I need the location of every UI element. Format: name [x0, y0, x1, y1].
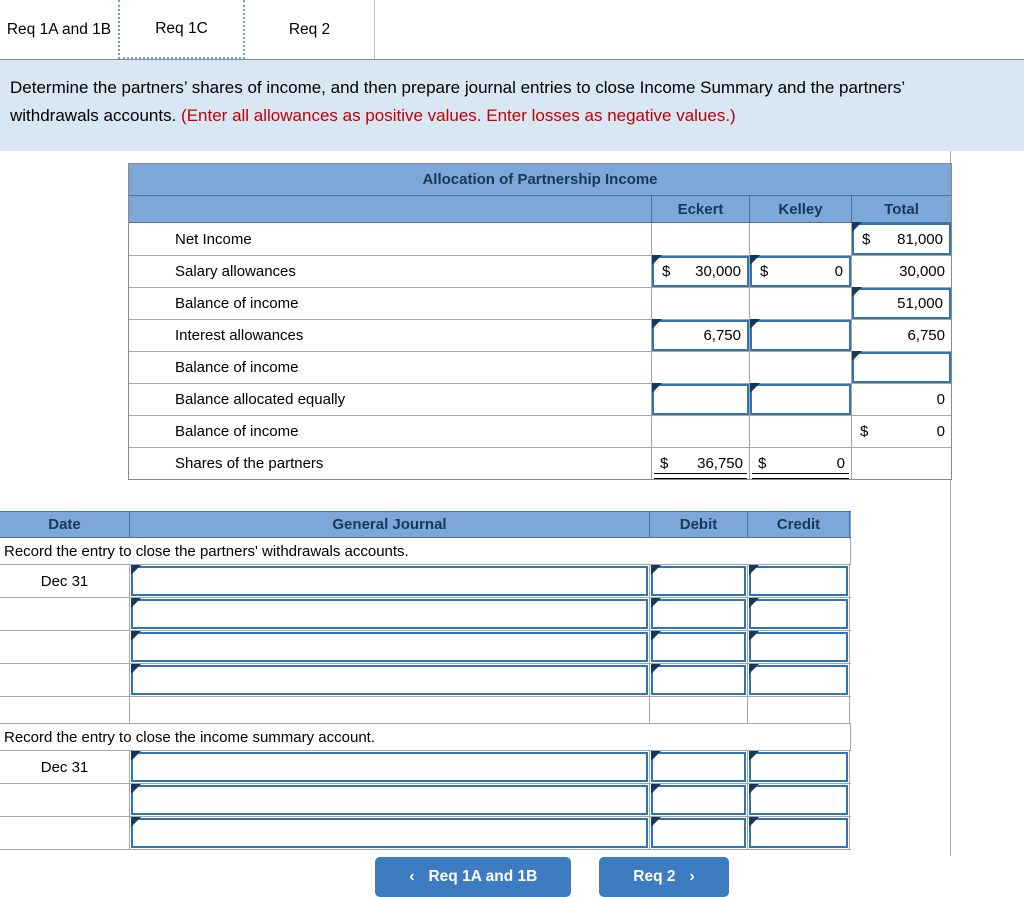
- row-label: Balance of income: [175, 423, 299, 440]
- salary-total-value: [852, 256, 951, 287]
- interest-kelley-cell: [749, 320, 851, 351]
- journal-account-input[interactable]: [131, 599, 648, 629]
- entry-marker-icon: [652, 383, 662, 393]
- currency-symbol: $: [860, 423, 869, 440]
- shares-kelley-cell: [749, 448, 851, 479]
- journal-account-input[interactable]: [131, 818, 648, 848]
- entry-marker-icon: [750, 319, 760, 329]
- alloc-row-balance-1: [129, 287, 951, 319]
- journal-account-input[interactable]: [131, 785, 648, 815]
- entry-marker-icon: [749, 598, 759, 608]
- currency-symbol: $: [760, 263, 769, 280]
- instruction-panel: [0, 60, 1024, 151]
- entry-marker-icon: [749, 664, 759, 674]
- balance2-eckert-cell: [651, 352, 749, 383]
- journal-credit-input[interactable]: [749, 818, 848, 848]
- journal-section2-label: Record the entry to close the income summary account.: [0, 724, 851, 751]
- instruction-line2: [10, 102, 1014, 130]
- entry-marker-icon: [651, 817, 661, 827]
- journal-row: [0, 751, 851, 784]
- alloc-row-interest: [129, 319, 951, 351]
- entry-marker-icon: [131, 817, 141, 827]
- journal-account-input[interactable]: [131, 632, 648, 662]
- row-label: Balance of income: [175, 359, 299, 376]
- salary-total-cell: [851, 256, 951, 287]
- next-button[interactable]: [599, 857, 728, 897]
- cell-value: 0: [936, 423, 945, 440]
- cell-value: 6,750: [907, 327, 945, 344]
- entry-marker-icon: [651, 598, 661, 608]
- instruction-note: (Enter all allowances as positive values. Enter losses as negative values.): [181, 106, 736, 125]
- shares-eckert-cell: [651, 448, 749, 479]
- journal-row: [0, 631, 851, 664]
- cell-value: 81,000: [897, 230, 943, 248]
- journal-account-cell: [130, 751, 650, 783]
- journal-account-cell: [130, 817, 650, 849]
- allocation-table-header: [129, 196, 951, 223]
- tab-req-2[interactable]: Req 2: [245, 0, 375, 59]
- journal-credit-input[interactable]: [749, 665, 848, 695]
- cell-value: 0: [836, 455, 845, 472]
- balance1-kelley-cell: [749, 288, 851, 319]
- prev-button[interactable]: [375, 857, 571, 897]
- shares-eckert-value: [652, 448, 749, 479]
- empty-cell: [0, 697, 130, 723]
- balance2-total-input[interactable]: [852, 352, 951, 383]
- entry-marker-icon: [749, 631, 759, 641]
- entry-marker-icon: [131, 631, 141, 641]
- entry-marker-icon: [651, 631, 661, 641]
- interest-kelley-input[interactable]: [750, 320, 851, 351]
- journal-date-cell: [0, 631, 130, 663]
- entry-marker-icon: [852, 287, 862, 297]
- journal-debit-input[interactable]: [651, 665, 746, 695]
- journal-account-cell: [130, 664, 650, 696]
- header-kelley: Kelley: [749, 196, 851, 222]
- journal-debit-input[interactable]: [651, 632, 746, 662]
- entry-marker-icon: [750, 255, 760, 265]
- salary-eckert-cell: [651, 256, 749, 287]
- row-label: Net Income: [175, 230, 252, 248]
- content-panel: [0, 151, 951, 856]
- balance1-total-input[interactable]: [852, 288, 951, 319]
- entry-marker-icon: [131, 784, 141, 794]
- alloc-row-balance-2: [129, 351, 951, 383]
- journal-credit-input[interactable]: [749, 785, 848, 815]
- journal-debit-cell: [650, 565, 748, 597]
- journal-account-cell: [130, 565, 650, 597]
- tab-req-1c[interactable]: Req 1C: [118, 0, 245, 59]
- journal-debit-input[interactable]: [651, 566, 746, 596]
- cell-value: 51,000: [897, 295, 943, 312]
- entry-marker-icon: [749, 817, 759, 827]
- entry-marker-icon: [131, 664, 141, 674]
- journal-debit-input[interactable]: [651, 818, 746, 848]
- interest-total-cell: [851, 320, 951, 351]
- entry-marker-icon: [651, 565, 661, 575]
- currency-symbol: $: [662, 263, 671, 280]
- cell-value: 30,000: [695, 263, 741, 280]
- empty-cell: [650, 697, 748, 723]
- cell-value: 36,750: [697, 455, 743, 472]
- currency-symbol: $: [660, 455, 669, 472]
- alloc-row-salary: [129, 255, 951, 287]
- equal-eckert-cell: [651, 384, 749, 415]
- journal-date-cell: [0, 784, 130, 816]
- alloc-row-equal: [129, 383, 951, 415]
- journal-debit-input[interactable]: [651, 599, 746, 629]
- journal-credit-cell: [748, 751, 850, 783]
- journal-date-cell: [0, 664, 130, 696]
- left-chevron-icon: ‹: [409, 868, 415, 885]
- equal-kelley-cell: [749, 384, 851, 415]
- journal-date-cell: Dec 31: [0, 751, 130, 783]
- journal-account-cell: [130, 784, 650, 816]
- row-label: Salary allowances: [175, 263, 296, 280]
- cell-value: 30,000: [899, 263, 945, 280]
- journal-debit-input[interactable]: [651, 785, 746, 815]
- header-eckert: Eckert: [651, 196, 749, 222]
- entry-marker-icon: [852, 351, 862, 361]
- interest-eckert-input[interactable]: [652, 320, 749, 351]
- balance3-total-cell: [851, 416, 951, 447]
- instruction-line1: Determine the partners’ shares of income, and then prepare journal entries to close Income Summary and the partners’: [10, 78, 906, 97]
- entry-marker-icon: [749, 565, 759, 575]
- equal-kelley-input[interactable]: [750, 384, 851, 415]
- journal-empty-row: [0, 697, 851, 724]
- journal-header-debit: Debit: [650, 512, 748, 537]
- net-income-kelley-cell: [749, 223, 851, 255]
- balance3-kelley-cell: [749, 416, 851, 447]
- journal-account-cell: [130, 631, 650, 663]
- alloc-row-balance-3: [129, 415, 951, 447]
- tab-req-1a-1b[interactable]: Req 1A and 1B: [0, 0, 118, 59]
- header-total: Total: [851, 196, 951, 222]
- salary-kelley-cell: [749, 256, 851, 287]
- journal-account-cell: [130, 598, 650, 630]
- balance1-total-cell: [851, 288, 951, 319]
- header-spacer: [129, 196, 651, 222]
- journal-credit-input[interactable]: [749, 599, 848, 629]
- currency-symbol: $: [862, 230, 871, 248]
- entry-marker-icon: [651, 751, 661, 761]
- cell-value: 0: [834, 263, 843, 280]
- alloc-row-shares: [129, 447, 951, 479]
- journal-debit-cell: [650, 664, 748, 696]
- journal-credit-cell: [748, 784, 850, 816]
- journal-credit-input[interactable]: [749, 752, 848, 782]
- journal-debit-cell: [650, 784, 748, 816]
- alloc-row-net-income: [129, 223, 951, 255]
- journal-credit-cell: [748, 664, 850, 696]
- journal-row: [0, 565, 851, 598]
- journal-header-date: Date: [0, 512, 130, 537]
- shares-kelley-value: [750, 448, 851, 479]
- journal-date-cell: Dec 31: [0, 565, 130, 597]
- interest-total-value: [852, 320, 951, 351]
- allocation-table: [128, 163, 952, 480]
- cell-value: 6,750: [703, 327, 741, 344]
- right-chevron-icon: ›: [689, 868, 695, 885]
- salary-eckert-input[interactable]: [652, 256, 749, 287]
- entry-marker-icon: [749, 784, 759, 794]
- journal-account-input[interactable]: [131, 752, 648, 782]
- entry-marker-icon: [852, 222, 862, 232]
- empty-cell: [748, 697, 850, 723]
- balance2-kelley-cell: [749, 352, 851, 383]
- journal-row: [0, 784, 851, 817]
- journal-debit-input[interactable]: [651, 752, 746, 782]
- prev-button-label: Req 1A and 1B: [428, 868, 538, 885]
- balance3-eckert-cell: [651, 416, 749, 447]
- entry-marker-icon: [651, 784, 661, 794]
- journal-account-input[interactable]: [131, 665, 648, 695]
- entry-marker-icon: [750, 383, 760, 393]
- next-button-label: Req 2: [633, 868, 676, 885]
- journal-credit-cell: [748, 631, 850, 663]
- entry-marker-icon: [131, 751, 141, 761]
- row-label: Interest allowances: [175, 327, 304, 344]
- journal-credit-cell: [748, 565, 850, 597]
- net-income-total-input[interactable]: [852, 223, 951, 255]
- journal-date-cell: [0, 817, 130, 849]
- journal-credit-cell: [748, 817, 850, 849]
- entry-marker-icon: [749, 751, 759, 761]
- row-label: Balance of income: [175, 295, 299, 312]
- journal-debit-cell: [650, 631, 748, 663]
- journal-row: [0, 664, 851, 697]
- interest-eckert-cell: [651, 320, 749, 351]
- journal-debit-cell: [650, 817, 748, 849]
- currency-symbol: $: [758, 455, 767, 472]
- equal-total-value: [852, 384, 951, 415]
- balance1-eckert-cell: [651, 288, 749, 319]
- salary-kelley-input[interactable]: [750, 256, 851, 287]
- row-label: Shares of the partners: [175, 455, 324, 472]
- journal-header-desc: General Journal: [130, 512, 650, 537]
- journal-row: [0, 817, 851, 850]
- entry-marker-icon: [651, 664, 661, 674]
- empty-cell: [130, 697, 650, 723]
- entry-marker-icon: [652, 319, 662, 329]
- shares-total-cell: [851, 448, 951, 479]
- entry-marker-icon: [131, 565, 141, 575]
- footer-nav: [0, 857, 1024, 897]
- journal-debit-cell: [650, 598, 748, 630]
- balance3-total-value: [852, 416, 951, 447]
- tab-bar: [0, 0, 1024, 60]
- journal-credit-input[interactable]: [749, 632, 848, 662]
- journal-header-credit: Credit: [748, 512, 850, 537]
- equal-total-cell: [851, 384, 951, 415]
- entry-marker-icon: [652, 255, 662, 265]
- instruction-line2-text: withdrawals accounts.: [10, 106, 177, 125]
- journal-header: [0, 511, 851, 538]
- journal-table: [0, 511, 851, 850]
- journal-section1-label: Record the entry to close the partners' withdrawals accounts.: [0, 538, 851, 565]
- row-label: Balance allocated equally: [175, 391, 346, 408]
- journal-credit-cell: [748, 598, 850, 630]
- entry-marker-icon: [131, 598, 141, 608]
- journal-row: [0, 598, 851, 631]
- cell-value: 0: [936, 391, 945, 408]
- journal-credit-input[interactable]: [749, 566, 848, 596]
- journal-date-cell: [0, 598, 130, 630]
- balance2-total-cell: [851, 352, 951, 383]
- net-income-total-cell: [851, 223, 951, 255]
- journal-account-input[interactable]: [131, 566, 648, 596]
- journal-debit-cell: [650, 751, 748, 783]
- allocation-table-title: Allocation of Partnership Income: [129, 164, 951, 196]
- net-income-eckert-cell: [651, 223, 749, 255]
- equal-eckert-input[interactable]: [652, 384, 749, 415]
